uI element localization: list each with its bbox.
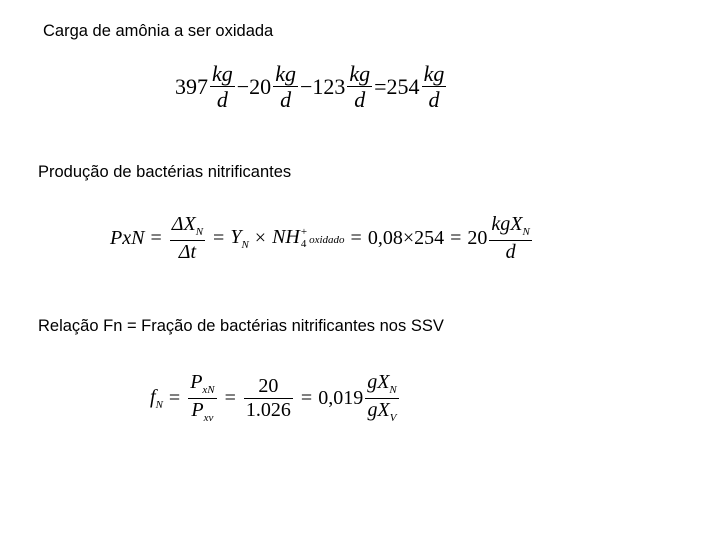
eq1-unit-fraction-3 — [347, 62, 372, 111]
eq1-term-20: −20 — [236, 73, 272, 99]
eq1-unit-num-1: kg — [212, 61, 233, 86]
heading-producao-bacterias: Produção de bactérias nitrificantes — [38, 163, 292, 181]
eq3-p-den — [189, 400, 215, 425]
eq2-delta-t: Δt — [178, 240, 197, 263]
eq2-delta-x-sub: N — [195, 226, 204, 238]
eq2-result-unit-den: d — [505, 240, 516, 263]
eq2-yn-y: Y — [230, 225, 242, 248]
eq2-product: 0,08×254 — [367, 226, 445, 249]
eq1-unit-num-3: kg — [349, 61, 371, 86]
eq3-number-den: 1.026 — [245, 398, 291, 421]
eq2-nh4 — [272, 226, 344, 251]
eq2-times: × — [254, 226, 267, 249]
eq2-nh-sub: 4 — [300, 238, 307, 251]
eq2-kgx: kgX — [491, 213, 523, 235]
eq3-p-fraction — [188, 372, 216, 424]
eq1-unit-den-4: d — [428, 87, 440, 113]
eq3-gx-n: gX — [367, 371, 390, 393]
eq3-unit-num — [365, 372, 399, 397]
eq2-oxidado-label: oxidado — [309, 234, 345, 247]
eq3-f: f — [150, 385, 156, 408]
eq2-nh-sup: + — [300, 226, 308, 239]
eq1-term-123: −123 — [299, 73, 346, 99]
eq1-unit-den-1: d — [216, 87, 228, 113]
heading-relacao-fn: Relação Fn = Fração de bactérias nitrificantes nos SSV — [38, 317, 444, 335]
eq2-yn — [230, 226, 248, 251]
eq1-unit-num-2: kg — [275, 61, 296, 86]
eq3-p-num-p: P — [190, 371, 203, 393]
eq1-unit-den-2: d — [280, 87, 292, 113]
eq2-delta-fraction — [170, 214, 205, 263]
eq1-term-397: 397 — [175, 73, 208, 99]
eq1-unit-fraction-4 — [422, 62, 447, 111]
eq2-equals-2: = — [213, 226, 225, 249]
heading-carga-amonia: Carga de amônia a ser oxidada — [43, 22, 274, 40]
eq1-result-254: =254 — [374, 73, 420, 99]
eq3-gx-v-sub: V — [389, 411, 397, 424]
eq2-equals-3: = — [350, 226, 362, 249]
eq3-p-num — [188, 372, 216, 397]
eq3-p-num-sub: xN — [202, 384, 215, 396]
eq2-result-unit-num — [489, 214, 531, 239]
eq2-delta-x: ΔX — [171, 213, 196, 235]
eq1-unit-den-3: d — [354, 87, 366, 113]
eq2-result-20: 20 — [467, 226, 488, 249]
eq3-equals-3: = — [300, 386, 313, 409]
eq1-unit-num-4: kg — [423, 61, 445, 86]
eq2-nh: NH — [272, 226, 300, 249]
eq1-unit-fraction-1 — [210, 62, 235, 111]
eq2-equals-4: = — [450, 226, 462, 249]
eq3-equals-1: = — [168, 386, 181, 409]
eq3-f-sub: N — [155, 398, 163, 411]
eq3-unit-fraction — [365, 372, 399, 424]
eq1-unit-fraction-2 — [273, 62, 298, 111]
eq3-gx-v: gX — [367, 398, 390, 421]
eq2-result-unit — [489, 214, 531, 263]
eq2-delta-num — [170, 214, 205, 239]
eq3-number-num: 20 — [258, 374, 279, 397]
eq2-lhs-pxn: PxN — [110, 226, 145, 249]
eq3-unit-den — [366, 400, 399, 425]
eq2-equals-1: = — [150, 226, 162, 249]
eq3-number-fraction — [244, 376, 293, 421]
eq3-gx-n-sub: N — [389, 384, 397, 396]
eq2-kgx-sub: N — [522, 226, 530, 238]
eq3-equals-2: = — [224, 386, 236, 409]
equation-fn-ratio — [150, 372, 401, 424]
eq3-value: 0,019 — [318, 386, 364, 409]
eq3-lhs-fn — [150, 386, 163, 411]
equation-nitrifier-production — [110, 214, 534, 263]
eq3-p-den-p: P — [191, 398, 204, 421]
equation-ammonia-load — [175, 62, 448, 111]
eq2-yn-sub: N — [241, 238, 249, 251]
eq3-p-den-sub: xv — [203, 411, 214, 424]
